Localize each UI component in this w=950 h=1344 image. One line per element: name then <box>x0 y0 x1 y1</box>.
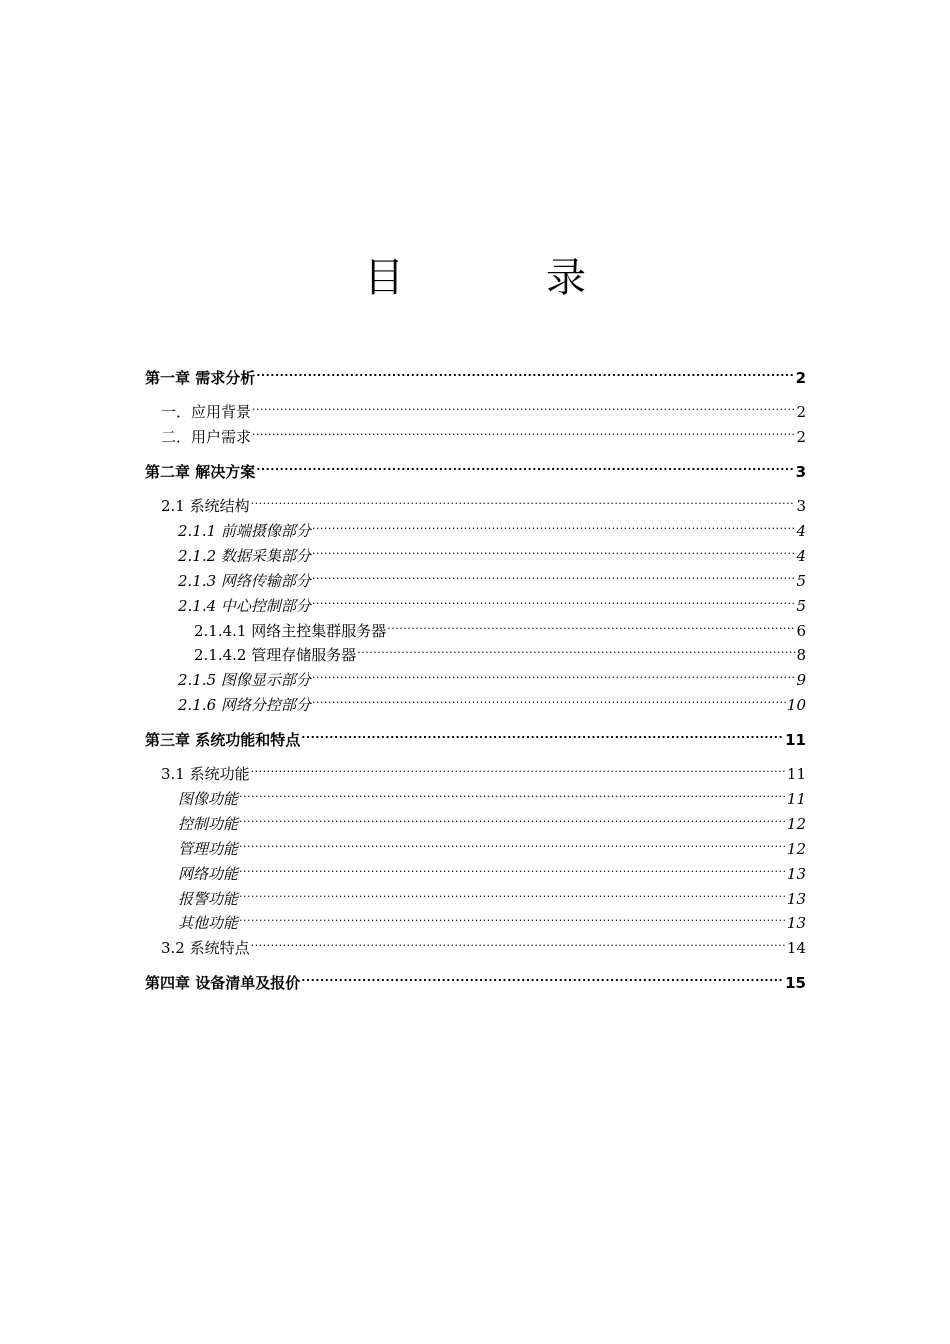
toc-entry[interactable] <box>178 904 806 932</box>
toc-entry[interactable] <box>178 855 806 883</box>
toc-dot-leader <box>256 359 794 383</box>
toc-entry-label: 第一章 需求分析 <box>145 369 256 387</box>
toc-page-number: 2 <box>795 369 806 387</box>
toc-entry-label: 控制功能 <box>178 815 239 833</box>
toc-dot-leader <box>312 562 796 586</box>
toc-entry-label: 报警功能 <box>178 890 239 908</box>
toc-dot-leader <box>239 904 786 928</box>
toc-entry-label: 2.1.3 网络传输部分 <box>178 572 311 590</box>
toc-entry[interactable] <box>178 537 806 565</box>
title-char-1: 目 <box>364 255 404 301</box>
toc-page-number: 2 <box>796 403 806 421</box>
toc-entry-label: 2.1.4 中心控制部分 <box>178 597 311 615</box>
toc-dot-leader <box>312 661 796 685</box>
toc-page-number: 15 <box>785 974 806 992</box>
toc-page-number: 3 <box>795 463 806 481</box>
toc-entry[interactable] <box>194 636 806 664</box>
toc-entry[interactable] <box>178 587 806 615</box>
toc-entry-label: 其他功能 <box>178 914 239 932</box>
toc-entry-label: 图像功能 <box>178 790 239 808</box>
toc-dot-leader <box>252 418 795 442</box>
toc-entry[interactable] <box>161 755 806 783</box>
toc-dot-leader <box>239 880 786 904</box>
toc-entry[interactable] <box>178 780 806 808</box>
toc-page-number: 3 <box>796 497 806 515</box>
toc-entry[interactable] <box>178 661 806 689</box>
toc-dot-leader <box>312 587 796 611</box>
toc-entry-label: 第四章 设备清单及报价 <box>145 974 301 992</box>
toc-page-number: 11 <box>786 765 806 783</box>
toc-dot-leader <box>239 855 786 879</box>
title-char-2: 录 <box>546 255 586 301</box>
toc-page-number: 8 <box>796 646 806 664</box>
toc-entry-label: 2.1.4.2 管理存储服务器 <box>194 646 357 664</box>
toc-page-number: 11 <box>785 731 806 749</box>
toc-page-number: 5 <box>796 572 806 590</box>
toc-chapter-entry[interactable] <box>145 359 806 387</box>
toc-page-number: 14 <box>786 939 806 957</box>
toc-page-number: 13 <box>786 865 806 883</box>
toc-entry[interactable] <box>178 686 806 714</box>
toc-page-number: 4 <box>796 547 806 565</box>
toc-entry-label: 2.1.1 前端摄像部分 <box>178 522 311 540</box>
toc-entry-label: 3.1 系统功能 <box>161 765 250 783</box>
toc-entry[interactable] <box>161 929 806 957</box>
toc-page-number: 13 <box>786 890 806 908</box>
toc-entry-label: 第三章 系统功能和特点 <box>145 731 301 749</box>
toc-chapter-entry[interactable] <box>145 964 806 992</box>
toc-entry[interactable] <box>178 880 806 908</box>
toc-dot-leader <box>357 636 795 660</box>
toc-page-number: 10 <box>786 696 806 714</box>
toc-dot-leader <box>251 755 786 779</box>
toc-page-number: 11 <box>786 790 806 808</box>
toc-entry[interactable] <box>161 418 806 446</box>
toc-page-number: 6 <box>796 622 806 640</box>
toc-entry[interactable] <box>178 512 806 540</box>
toc-dot-leader <box>312 537 796 561</box>
toc-entry-label: 2.1.5 图像显示部分 <box>178 671 311 689</box>
toc-dot-leader <box>301 721 784 745</box>
toc-page-number: 12 <box>786 815 806 833</box>
toc-chapter-entry[interactable] <box>145 453 806 481</box>
toc-entry-label: 一．应用背景 <box>161 403 252 421</box>
toc-entry-label: 二．用户需求 <box>161 428 252 446</box>
toc-dot-leader <box>252 393 795 417</box>
toc-page-number: 4 <box>796 522 806 540</box>
toc-page-number: 9 <box>796 671 806 689</box>
toc-entry-label: 3.2 系统特点 <box>161 939 250 957</box>
toc-dot-leader <box>239 830 786 854</box>
toc-entry[interactable] <box>178 830 806 858</box>
toc-entry-label: 2.1 系统结构 <box>161 497 250 515</box>
toc-chapter-entry[interactable] <box>145 721 806 749</box>
toc-page-number: 13 <box>786 914 806 932</box>
toc-entry-label: 2.1.2 数据采集部分 <box>178 547 311 565</box>
toc-dot-leader <box>251 487 796 511</box>
toc-dot-leader <box>256 453 794 477</box>
toc-entry[interactable] <box>194 612 806 640</box>
toc-page-number: 2 <box>796 428 806 446</box>
toc-dot-leader <box>239 780 786 804</box>
toc-dot-leader <box>301 964 784 988</box>
toc-entry-label: 第二章 解决方案 <box>145 463 256 481</box>
toc-entry-label: 2.1.6 网络分控部分 <box>178 696 311 714</box>
toc-dot-leader <box>251 929 786 953</box>
page-title <box>0 250 950 306</box>
toc-dot-leader <box>312 512 796 536</box>
toc-entry[interactable] <box>161 393 806 421</box>
toc-entry[interactable] <box>178 805 806 833</box>
toc-page-number: 12 <box>786 840 806 858</box>
toc-entry-label: 管理功能 <box>178 840 239 858</box>
toc-entry-label: 2.1.4.1 网络主控集群服务器 <box>194 622 387 640</box>
toc-entry[interactable] <box>161 487 806 515</box>
toc-dot-leader <box>312 686 786 710</box>
toc-dot-leader <box>387 612 795 636</box>
toc-page-number: 5 <box>796 597 806 615</box>
toc-entry[interactable] <box>178 562 806 590</box>
toc-dot-leader <box>239 805 786 829</box>
toc-entry-label: 网络功能 <box>178 865 239 883</box>
